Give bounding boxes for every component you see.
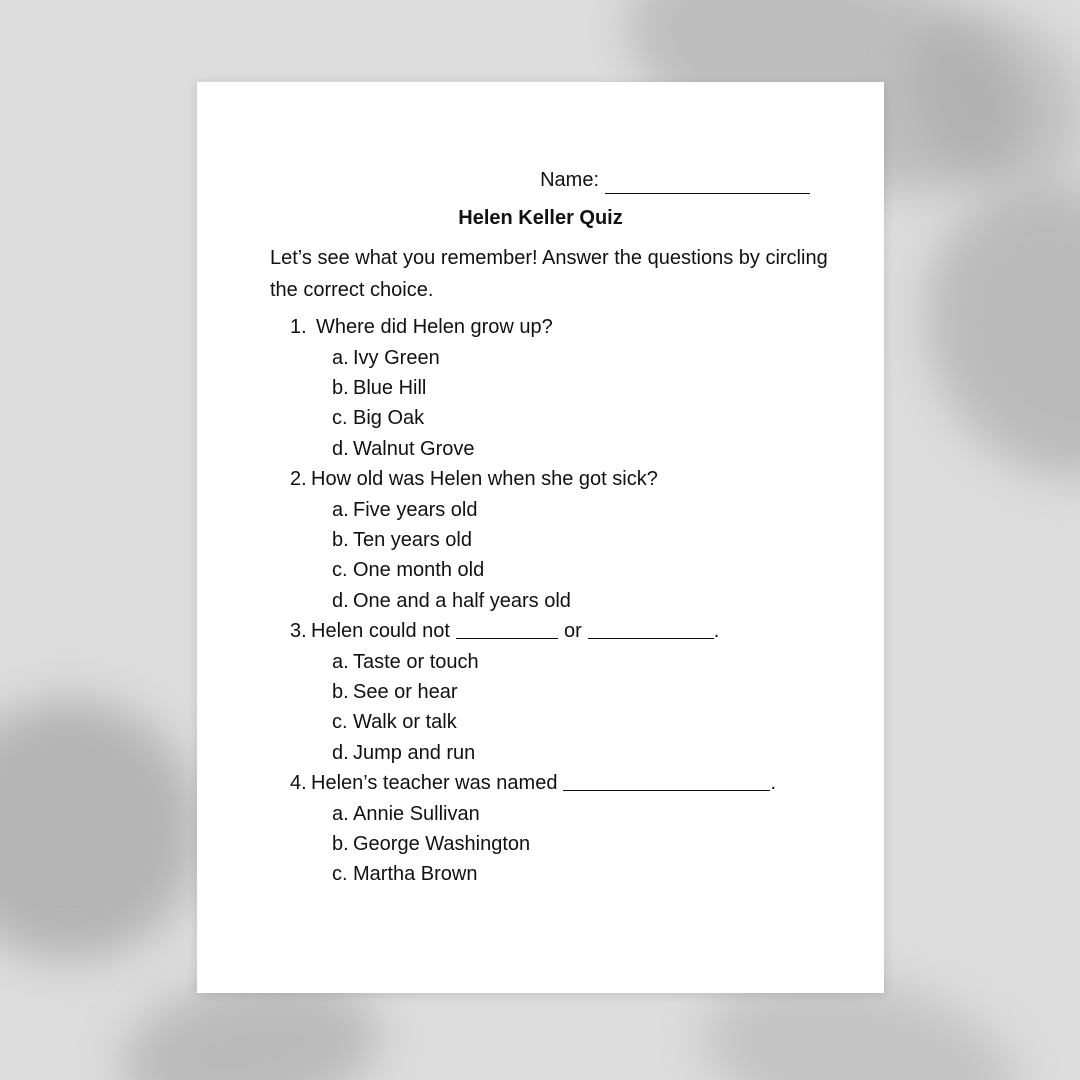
name-label: Name: <box>540 169 599 191</box>
choice-text: Martha Brown <box>353 863 478 886</box>
choice-text: Five years old <box>353 498 478 521</box>
worksheet-page <box>197 82 884 993</box>
question-text: Where did Helen grow up? <box>316 316 553 338</box>
choice-3b[interactable] <box>290 677 850 707</box>
answer-blank[interactable] <box>456 618 558 639</box>
choice-2a[interactable] <box>290 495 850 525</box>
choice-letter: c. <box>332 407 348 430</box>
choice-letter: a. <box>332 498 349 521</box>
choice-4c[interactable] <box>290 859 850 889</box>
choice-1d[interactable] <box>290 434 850 464</box>
choice-letter: b. <box>332 833 349 856</box>
choice-text: Ten years old <box>353 528 472 551</box>
question-text-before: Helen’s teacher was named <box>311 772 558 795</box>
question-3 <box>290 616 850 647</box>
choice-letter: b. <box>332 376 349 399</box>
quiz-title: Helen Keller Quiz <box>458 207 623 229</box>
choice-text: One month old <box>353 559 485 582</box>
choice-text: Blue Hill <box>353 376 427 399</box>
question-number: 2. <box>290 468 307 491</box>
choice-text: Big Oak <box>353 407 425 430</box>
answer-blank[interactable] <box>588 618 714 639</box>
choice-text: Ivy Green <box>353 346 440 369</box>
choice-text: Taste or touch <box>353 650 479 673</box>
choice-1c[interactable] <box>290 403 850 433</box>
question-text-before: Helen could not <box>311 620 450 643</box>
choice-3d[interactable] <box>290 738 850 768</box>
choice-letter: a. <box>332 650 349 673</box>
instructions: Let’s see what you remember! Answer the questions by circling the correct choice. <box>270 247 828 301</box>
question-2 <box>290 464 850 495</box>
question-number: 4. <box>290 772 307 795</box>
choice-letter: c. <box>332 559 348 582</box>
choice-letter: b. <box>332 528 349 551</box>
choice-letter: a. <box>332 802 349 825</box>
choice-4b[interactable] <box>290 829 850 859</box>
choice-3c[interactable] <box>290 707 850 737</box>
choice-letter: d. <box>332 437 349 460</box>
choice-2b[interactable] <box>290 525 850 555</box>
choice-4a[interactable] <box>290 799 850 829</box>
answer-blank[interactable] <box>563 770 770 791</box>
name-blank[interactable] <box>605 173 810 194</box>
question-text-after: . <box>713 620 720 643</box>
question-text-after: . <box>770 772 776 795</box>
choice-2d[interactable] <box>290 586 850 616</box>
leaf-shadow <box>879 139 1080 521</box>
question-text-middle: or <box>563 620 582 643</box>
choice-1b[interactable] <box>290 373 850 403</box>
choice-text: See or hear <box>353 681 458 704</box>
choice-letter: b. <box>332 681 349 704</box>
choice-text: Jump and run <box>353 741 476 764</box>
choice-text: Walnut Grove <box>353 437 475 460</box>
choice-letter: a. <box>332 346 349 369</box>
choice-letter: d. <box>332 741 349 764</box>
choice-3a[interactable] <box>290 647 850 677</box>
choice-text: Walk or talk <box>353 711 457 734</box>
name-field-row <box>540 166 812 194</box>
choice-text: George Washington <box>353 833 531 856</box>
choice-text: One and a half years old <box>353 589 571 612</box>
choice-text: Annie Sullivan <box>353 802 480 825</box>
question-number: 1. <box>290 316 307 338</box>
choice-letter: d. <box>332 589 349 612</box>
choice-2c[interactable] <box>290 555 850 585</box>
question-number: 3. <box>290 620 307 643</box>
choice-letter: c. <box>332 863 348 886</box>
question-4 <box>290 768 850 799</box>
question-list <box>290 312 850 890</box>
question-1 <box>290 312 850 343</box>
question-text: How old was Helen when she got sick? <box>311 468 658 491</box>
choice-1a[interactable] <box>290 343 850 373</box>
choice-letter: c. <box>332 711 348 734</box>
